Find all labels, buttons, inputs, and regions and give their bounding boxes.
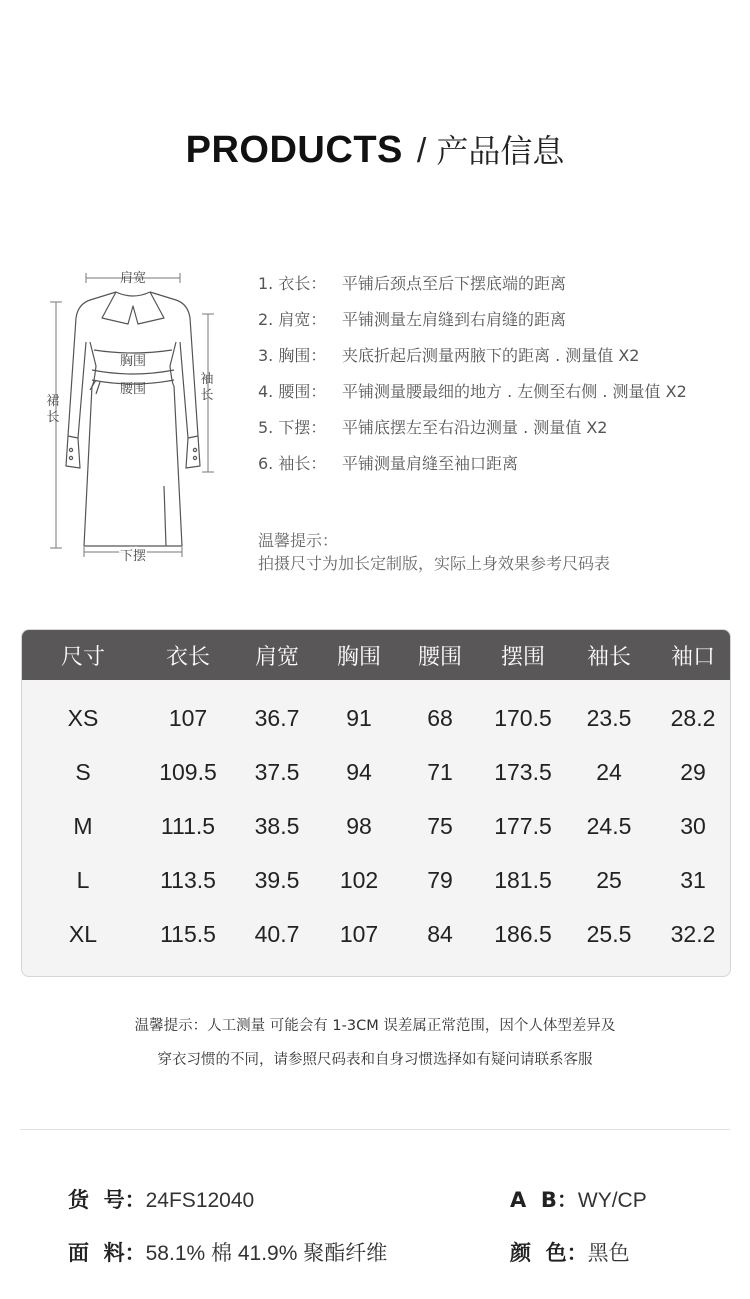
table-cell: 91 [346, 704, 372, 731]
measurement-definitions [258, 264, 738, 480]
table-cell: XS [67, 704, 99, 731]
table-cell: 31 [680, 866, 706, 893]
table-cell: 107 [339, 920, 379, 947]
definition-desc: 夹底折起后测量两腋下的距离 . 测量值 X2 [342, 345, 640, 365]
tip-title: 温馨提示： [258, 531, 339, 550]
diagram-label-length: 裙长 [46, 394, 60, 425]
table-cell: 25 [596, 866, 622, 893]
definition-row [258, 408, 738, 444]
definition-term: 1. 衣长： [258, 273, 327, 293]
note-line-2: 穿衣习惯的不同，请参照尺码表和自身习惯选择如有疑问请联系客服 [157, 1052, 593, 1068]
table-cell: 68 [427, 704, 453, 731]
header-shoulder: 肩宽 [254, 644, 299, 670]
diagram-label-waist: 腰围 [119, 382, 147, 397]
table-cell: 113.5 [160, 866, 216, 893]
definition-row [258, 264, 738, 300]
table-cell: XL [68, 920, 98, 947]
table-cell: 32.2 [670, 920, 716, 947]
diagram-label-chest: 胸围 [119, 354, 147, 369]
size-table-header [22, 630, 730, 680]
header-chest: 胸围 [336, 644, 381, 670]
table-cell: 102 [339, 866, 379, 893]
color-value: 黑色 [587, 1242, 630, 1265]
diagram-label-sleeve: 袖长 [200, 372, 214, 403]
ab-label: A B： [510, 1188, 578, 1212]
definition-row [258, 444, 738, 480]
table-cell: 39.5 [254, 866, 300, 893]
table-row [22, 745, 730, 799]
table-cell: 24 [596, 758, 622, 785]
definition-row [258, 300, 738, 336]
definition-row [258, 372, 738, 408]
title-separator: / [416, 132, 427, 170]
table-cell: 38.5 [254, 812, 300, 839]
definition-desc: 平铺测量肩缝至袖口距离 [342, 453, 519, 473]
table-cell: 28.2 [670, 704, 716, 731]
definition-term: 6. 袖长： [258, 453, 327, 473]
header-hem: 摆围 [500, 644, 545, 670]
table-cell: 84 [427, 920, 453, 947]
table-cell: 79 [427, 866, 453, 893]
divider [20, 1129, 730, 1130]
fabric [68, 1237, 387, 1267]
definition-desc: 平铺测量左肩缝到右肩缝的距离 [342, 309, 567, 329]
note-line-1: 温馨提示：人工测量 可能会有 1-3CM 误差属正常范围，因个人体型差异及 [134, 1018, 616, 1034]
header-waist: 腰围 [417, 644, 462, 670]
fabric-label: 面 料： [68, 1241, 146, 1265]
table-cell: 186.5 [494, 920, 552, 947]
title-en: PRODUCTS [185, 129, 403, 171]
table-cell: 36.7 [254, 704, 300, 731]
table-cell: 71 [427, 758, 453, 785]
size-table [21, 629, 731, 977]
table-cell: 111.5 [160, 812, 216, 839]
table-cell: 173.5 [494, 758, 552, 785]
definition-desc: 平铺测量腰最细的地方 . 左侧至右侧 . 测量值 X2 [342, 381, 687, 401]
item-number [68, 1184, 254, 1214]
color-label: 颜 色： [510, 1241, 588, 1265]
table-cell: 30 [680, 812, 706, 839]
item-number-label: 货 号： [68, 1188, 146, 1212]
table-cell: 40.7 [254, 920, 300, 947]
definition-term: 3. 胸围： [258, 345, 327, 365]
table-row [22, 907, 730, 961]
ab-code [510, 1184, 647, 1214]
item-number-value: 24FS12040 [145, 1189, 255, 1212]
definition-desc: 平铺后颈点至后下摆底端的距离 [342, 273, 567, 293]
definition-term: 4. 腰围： [258, 381, 327, 401]
page-title [0, 126, 750, 172]
diagram-label-hem: 下摆 [119, 549, 147, 564]
table-cell: 115.5 [160, 920, 216, 947]
title-cn: 产品信息 [436, 132, 565, 170]
table-cell: 25.5 [586, 920, 632, 947]
table-cell: L [76, 866, 90, 893]
ab-value: WY/CP [577, 1189, 647, 1212]
table-cell: 24.5 [586, 812, 632, 839]
table-cell: 181.5 [494, 866, 552, 893]
table-cell: 75 [427, 812, 453, 839]
table-cell: 94 [346, 758, 372, 785]
definition-desc: 平铺底摆左至右沿边测量 . 测量值 X2 [342, 417, 608, 437]
header-length: 衣长 [165, 644, 210, 670]
header-size: 尺寸 [60, 644, 105, 670]
definition-term: 5. 下摆： [258, 417, 327, 437]
tip-text: 拍摄尺寸为加长定制版，实际上身效果参考尺码表 [258, 554, 611, 573]
definition-term: 2. 肩宽： [258, 309, 327, 329]
diagram-label-shoulder: 肩宽 [119, 271, 147, 286]
table-cell: 170.5 [494, 704, 552, 731]
size-table-body [22, 680, 730, 961]
definition-row [258, 336, 738, 372]
header-cuff: 袖口 [670, 644, 715, 670]
table-row [22, 691, 730, 745]
table-cell: 98 [346, 812, 372, 839]
table-cell: 109.5 [159, 758, 217, 785]
table-cell: M [73, 812, 93, 839]
color [510, 1237, 630, 1267]
table-cell: S [75, 758, 91, 785]
table-cell: 29 [680, 758, 706, 785]
table-cell: 177.5 [494, 812, 552, 839]
table-cell: 23.5 [586, 704, 632, 731]
header-sleeve: 袖长 [586, 644, 631, 670]
fabric-value: 58.1% 棉 41.9% 聚酯纤维 [145, 1242, 388, 1265]
table-row [22, 799, 730, 853]
table-cell: 37.5 [254, 758, 300, 785]
table-row [22, 853, 730, 907]
table-cell: 107 [168, 704, 208, 731]
